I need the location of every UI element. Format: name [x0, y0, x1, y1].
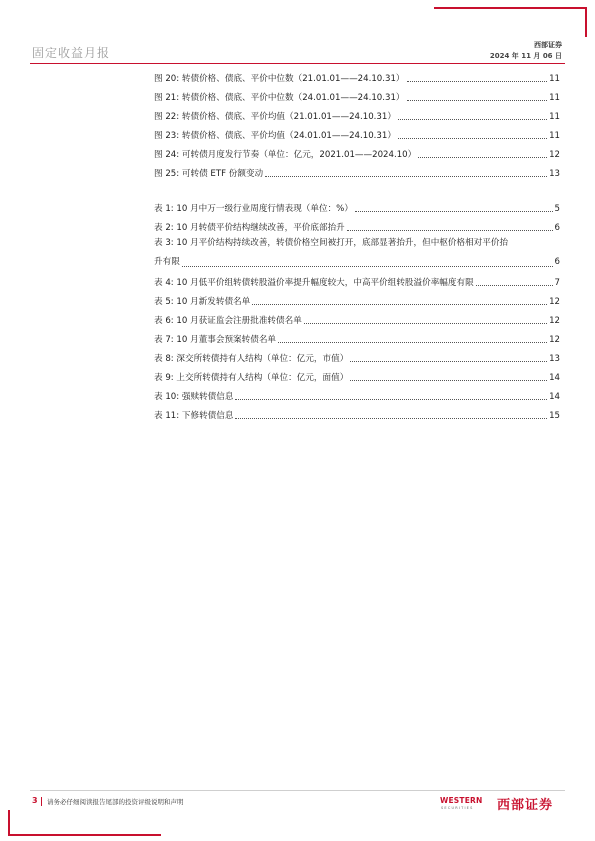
toc-entry[interactable]: [154, 234, 560, 272]
toc-leader: [182, 265, 553, 267]
toc-entry-page: 12: [549, 150, 560, 160]
toc-leader: [278, 341, 547, 343]
toc-entry-label: 图 21: 转债价格、债底、平价中位数（24.01.01——24.10.31）: [154, 93, 405, 103]
footer-disclaimer: 请务必仔细阅读报告尾部的投资评级说明和声明: [47, 798, 184, 806]
toc-entry-label: 图 24: 可转债月度发行节奏（单位：亿元，2021.01——2024.10）: [154, 150, 417, 160]
toc-entry[interactable]: [154, 164, 560, 180]
corner-decoration-bottom-horizontal: [8, 834, 161, 836]
toc-entry-page: 11: [549, 93, 560, 103]
logo-english-sub: SECURITIES: [441, 806, 474, 810]
toc-entry[interactable]: [154, 330, 560, 346]
toc-entry-page: 11: [549, 112, 560, 122]
toc-entry-label: 图 20: 转债价格、债底、平价中位数（21.01.01——24.10.31）: [154, 74, 405, 84]
toc-entry[interactable]: [154, 107, 560, 123]
toc-entry[interactable]: [154, 311, 560, 327]
toc-entry-label: 表 9: 上交所转债持有人结构（单位：亿元，面值）: [154, 373, 349, 383]
toc-entry-label: 表 6: 10 月获证监会注册批准转债名单: [154, 316, 302, 326]
toc-entry-label: 表 8: 深交所转债持有人结构（单位：亿元，市值）: [154, 354, 349, 364]
toc-entry-page: 13: [549, 354, 560, 364]
toc-leader: [235, 417, 547, 419]
toc-leader: [265, 175, 547, 177]
toc-entry-page: 6: [554, 223, 560, 233]
toc-entry[interactable]: [154, 387, 560, 403]
toc-entry-page: 7: [554, 278, 560, 288]
report-type: 固定收益月报: [32, 46, 111, 60]
toc-entry-label: 表 5: 10 月新发转债名单: [154, 297, 251, 307]
header-brand: 西部证券: [534, 41, 562, 49]
report-date: 2024 年 11 月 06 日: [489, 52, 562, 60]
logo-english: WESTERN: [440, 796, 483, 805]
header-divider: [30, 63, 565, 64]
toc-entry[interactable]: [154, 145, 560, 161]
toc-entry[interactable]: [154, 349, 560, 365]
toc-entry-label: 图 25: 可转债 ETF 份额变动: [154, 169, 264, 179]
toc-leader: [398, 118, 547, 120]
toc-entry[interactable]: [154, 292, 560, 308]
toc-entry[interactable]: [154, 199, 560, 215]
toc-entry-page: 11: [549, 74, 560, 84]
toc-entry-label: 表 3: 10 月平价结构持续改善，转债价格空间被打开，底部显著抬升，但中枢价格相对平价抬: [154, 238, 509, 248]
toc-entry-label: 图 22: 转债价格、债底、平价均值（21.01.01——24.10.31）: [154, 112, 396, 122]
toc-entry-page: 14: [549, 392, 560, 402]
toc-entry-page: 13: [549, 169, 560, 179]
toc-leader: [355, 210, 553, 212]
toc-leader: [407, 99, 548, 101]
toc-leader: [350, 360, 547, 362]
toc-entry-label: 图 23: 转债价格、债底、平价均值（24.01.01——24.10.31）: [154, 131, 396, 141]
toc-entry-page: 14: [549, 373, 560, 383]
toc-entry-label: 表 2: 10 月转债平价结构继续改善，平价底部抬升: [154, 223, 345, 233]
toc-entry[interactable]: [154, 88, 560, 104]
corner-decoration-bottom-vertical: [8, 810, 10, 836]
page-number: 3: [32, 796, 38, 805]
toc-entry-page: 15: [549, 411, 560, 421]
toc-entry-label: 表 1: 10 月中万一级行业周度行情表现（单位：%）: [154, 204, 353, 214]
page-number-separator: [41, 797, 42, 806]
toc-entry-label-continued: 升有限: [154, 257, 180, 267]
toc-leader: [350, 379, 547, 381]
toc-leader: [418, 156, 547, 158]
toc-entry-page: 11: [549, 131, 560, 141]
toc-entry-page: 12: [549, 316, 560, 326]
toc-leader: [347, 229, 553, 231]
toc-entry[interactable]: [154, 126, 560, 142]
toc-leader: [407, 80, 548, 82]
toc-entry[interactable]: [154, 406, 560, 422]
toc-leader: [252, 303, 547, 305]
toc-leader: [235, 398, 547, 400]
toc-entry-label: 表 10: 强赎转债信息: [154, 392, 234, 402]
corner-decoration-top-vertical: [585, 7, 587, 37]
toc-leader: [398, 137, 547, 139]
toc-entry-label: 表 7: 10 月董事会预案转债名单: [154, 335, 277, 345]
toc-entry[interactable]: [154, 368, 560, 384]
toc-entry[interactable]: [154, 218, 560, 234]
toc-entry-label: 表 4: 10 月低平价组转债转股溢价率提升幅度较大，中高平价组转股溢价率幅度有限: [154, 278, 474, 288]
toc-entry-page: 5: [554, 204, 560, 214]
toc-leader: [304, 322, 547, 324]
corner-decoration-top-horizontal: [434, 7, 587, 9]
toc-leader: [476, 284, 553, 286]
company-logo: [440, 793, 562, 817]
logo-chinese: 西部证券: [497, 798, 554, 813]
toc-entry-page: 12: [549, 335, 560, 345]
toc-entry-label: 表 11: 下修转债信息: [154, 411, 234, 421]
footer-divider: [30, 790, 565, 791]
toc-entry-page: 12: [549, 297, 560, 307]
toc-entry[interactable]: [154, 273, 560, 289]
toc-entry[interactable]: [154, 69, 560, 85]
toc-entry-page: 6: [554, 257, 560, 267]
